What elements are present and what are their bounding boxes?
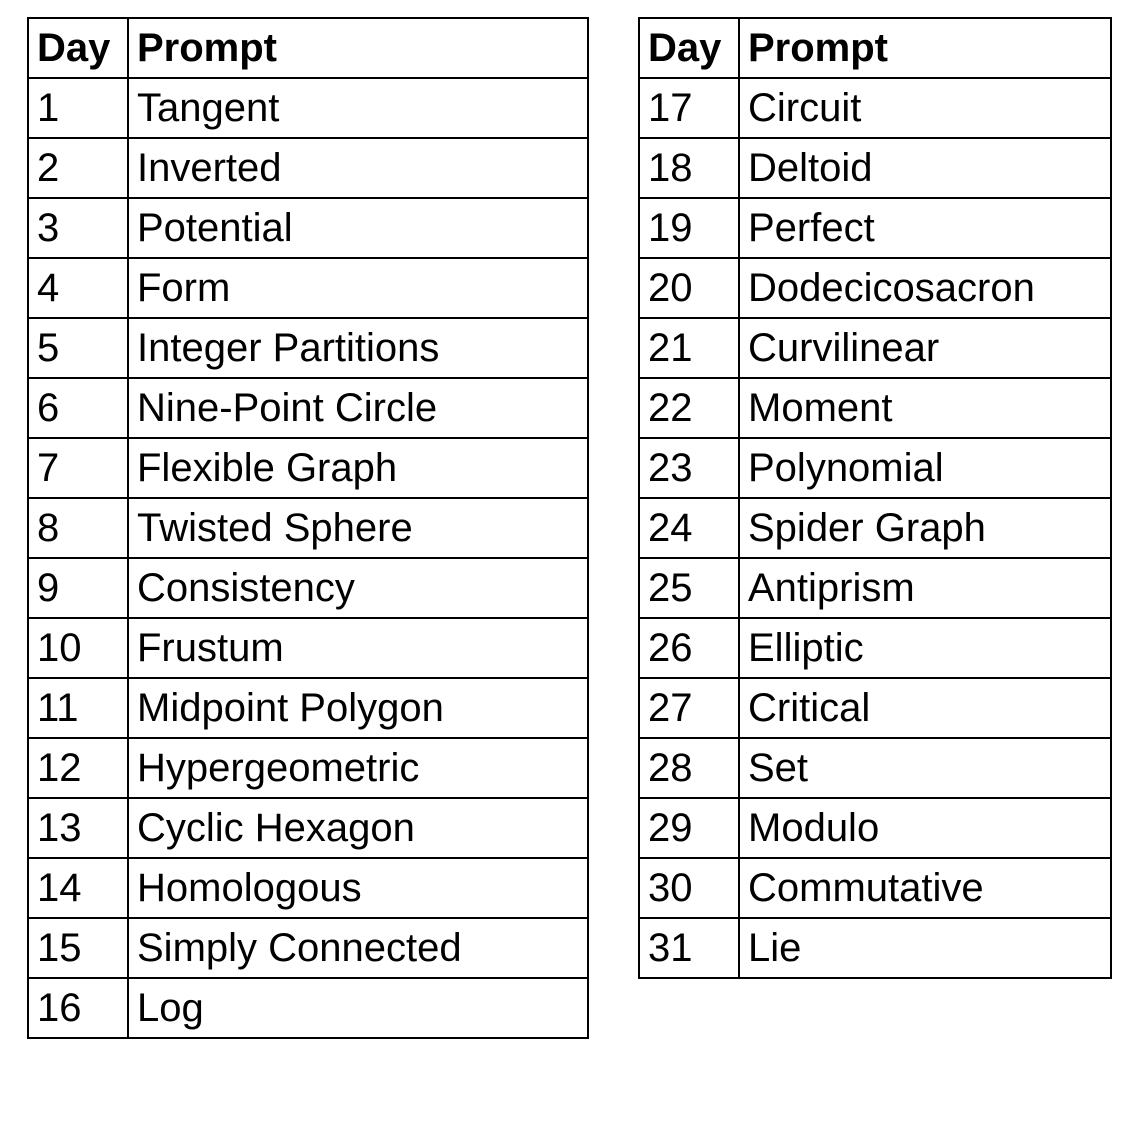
prompt-cell: Tangent xyxy=(128,78,588,138)
table-row xyxy=(28,138,588,198)
table-row xyxy=(28,438,588,498)
day-cell: 16 xyxy=(28,978,128,1038)
table-body-left xyxy=(28,78,588,1038)
table-row xyxy=(639,678,1111,738)
prompt-cell: Twisted Sphere xyxy=(128,498,588,558)
header-day: Day xyxy=(28,18,128,78)
table-row xyxy=(28,78,588,138)
day-cell: 21 xyxy=(639,318,739,378)
prompt-cell: Curvilinear xyxy=(739,318,1111,378)
table-row xyxy=(639,618,1111,678)
prompt-cell: Spider Graph xyxy=(739,498,1111,558)
day-cell: 12 xyxy=(28,738,128,798)
table-row xyxy=(28,918,588,978)
prompt-table-left xyxy=(27,17,589,1039)
table-row xyxy=(28,558,588,618)
day-cell: 19 xyxy=(639,198,739,258)
day-cell: 2 xyxy=(28,138,128,198)
table-row xyxy=(28,978,588,1038)
prompt-cell: Commutative xyxy=(739,858,1111,918)
prompt-cell: Consistency xyxy=(128,558,588,618)
prompt-cell: Inverted xyxy=(128,138,588,198)
prompt-cell: Hypergeometric xyxy=(128,738,588,798)
prompt-cell: Moment xyxy=(739,378,1111,438)
table-row xyxy=(28,738,588,798)
table-row xyxy=(639,798,1111,858)
prompt-cell: Homologous xyxy=(128,858,588,918)
day-cell: 4 xyxy=(28,258,128,318)
day-cell: 14 xyxy=(28,858,128,918)
header-day: Day xyxy=(639,18,739,78)
day-cell: 18 xyxy=(639,138,739,198)
table-row xyxy=(28,858,588,918)
table-row xyxy=(28,378,588,438)
table-row xyxy=(639,738,1111,798)
day-cell: 20 xyxy=(639,258,739,318)
day-cell: 13 xyxy=(28,798,128,858)
day-cell: 11 xyxy=(28,678,128,738)
day-cell: 22 xyxy=(639,378,739,438)
day-cell: 5 xyxy=(28,318,128,378)
day-cell: 28 xyxy=(639,738,739,798)
table-header-row xyxy=(28,18,588,78)
table-row xyxy=(28,618,588,678)
day-cell: 9 xyxy=(28,558,128,618)
day-cell: 31 xyxy=(639,918,739,978)
prompt-cell: Deltoid xyxy=(739,138,1111,198)
table-row xyxy=(639,498,1111,558)
table-row xyxy=(639,258,1111,318)
table-row xyxy=(639,318,1111,378)
day-cell: 24 xyxy=(639,498,739,558)
prompt-cell: Modulo xyxy=(739,798,1111,858)
table-row xyxy=(639,558,1111,618)
header-prompt: Prompt xyxy=(128,18,588,78)
prompt-cell: Circuit xyxy=(739,78,1111,138)
day-cell: 26 xyxy=(639,618,739,678)
table-row xyxy=(28,498,588,558)
prompt-cell: Frustum xyxy=(128,618,588,678)
prompt-cell: Cyclic Hexagon xyxy=(128,798,588,858)
table-row xyxy=(28,678,588,738)
prompt-cell: Dodecicosacron xyxy=(739,258,1111,318)
header-prompt: Prompt xyxy=(739,18,1111,78)
table-body-right xyxy=(639,78,1111,978)
day-cell: 29 xyxy=(639,798,739,858)
day-cell: 27 xyxy=(639,678,739,738)
prompt-cell: Lie xyxy=(739,918,1111,978)
day-cell: 17 xyxy=(639,78,739,138)
day-cell: 3 xyxy=(28,198,128,258)
table-row xyxy=(639,858,1111,918)
table-row xyxy=(28,318,588,378)
table-row xyxy=(639,138,1111,198)
table-row xyxy=(639,438,1111,498)
prompt-table-right xyxy=(638,17,1112,979)
prompt-cell: Elliptic xyxy=(739,618,1111,678)
day-cell: 1 xyxy=(28,78,128,138)
day-cell: 23 xyxy=(639,438,739,498)
prompt-cell: Midpoint Polygon xyxy=(128,678,588,738)
prompt-cell: Flexible Graph xyxy=(128,438,588,498)
day-cell: 7 xyxy=(28,438,128,498)
day-cell: 30 xyxy=(639,858,739,918)
day-cell: 10 xyxy=(28,618,128,678)
table-row xyxy=(639,918,1111,978)
day-cell: 25 xyxy=(639,558,739,618)
table-row xyxy=(639,78,1111,138)
day-cell: 6 xyxy=(28,378,128,438)
prompt-cell: Antiprism xyxy=(739,558,1111,618)
prompt-cell: Perfect xyxy=(739,198,1111,258)
prompt-cell: Simply Connected xyxy=(128,918,588,978)
day-cell: 8 xyxy=(28,498,128,558)
prompt-cell: Polynomial xyxy=(739,438,1111,498)
table-header-row xyxy=(639,18,1111,78)
prompt-cell: Potential xyxy=(128,198,588,258)
table-row xyxy=(639,198,1111,258)
prompt-cell: Form xyxy=(128,258,588,318)
prompt-cell: Integer Partitions xyxy=(128,318,588,378)
table-row xyxy=(639,378,1111,438)
prompt-cell: Nine-Point Circle xyxy=(128,378,588,438)
day-cell: 15 xyxy=(28,918,128,978)
table-row xyxy=(28,798,588,858)
table-row xyxy=(28,258,588,318)
prompt-cell: Log xyxy=(128,978,588,1038)
table-row xyxy=(28,198,588,258)
prompt-cell: Set xyxy=(739,738,1111,798)
prompt-cell: Critical xyxy=(739,678,1111,738)
